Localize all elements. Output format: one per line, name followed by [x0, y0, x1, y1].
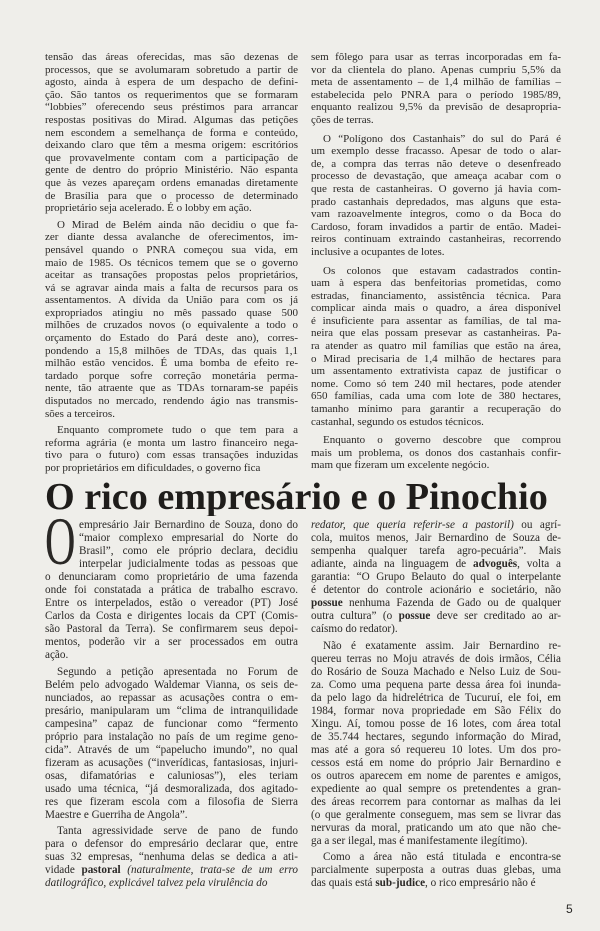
paragraph [311, 133, 561, 259]
emphasis-text: (naturalmente, trata-se de um erro [120, 864, 298, 876]
text-line: são Pastoral da Terra). Se confirmarem seus depoi- [45, 623, 298, 635]
column-top-left [45, 51, 298, 475]
text-line: meta de assentamento – de 1,4 milhão de famílias – [311, 76, 561, 89]
text-run: outra cultura” (o [311, 610, 399, 622]
text-line: de 35.744 hectares, segundo informação do Mirad, [311, 730, 561, 743]
text-line: fizeram as acusações (“inverídicas, fantasiosas, injuri- [45, 756, 298, 769]
emphasis-text: redator, que queria referir-se a pastoril) [311, 519, 514, 531]
text-line: mas até a gora só requereu 10 lotes. Um dos pro- [311, 743, 561, 756]
text-line: Cardoso, foram invadidos a partir de então. Madei- [311, 220, 561, 233]
text-line: 1984, formar nova propriedade em São Félix do [311, 704, 561, 717]
emphasis-text: advoguês [473, 558, 518, 570]
text-line: enquanto realizou 9,5% da previsão de desapropria- [311, 101, 561, 114]
text-run: , o rico empresário não é [425, 877, 536, 889]
text-line: empresário Jair Bernardino de Souza, dono do [79, 519, 298, 531]
text-line: agosto, ainda à espera de um despacho de defini- [45, 76, 298, 89]
text-line: “lobbies” oferecendo seus préstimos para arrancar [45, 101, 298, 114]
text-line: do Rosário de Souza Machado e Nelso Luiz de Sou- [311, 665, 561, 678]
text-line: zer diante dessa avalanche de oferecimentos, im- [45, 231, 298, 244]
text-line: caísmo do redator). [311, 623, 398, 635]
text-line: parcialmente superposta a outras duas glebas, uma [311, 864, 561, 876]
text-line: expediente ao qual sempre os pretendentes a gran- [311, 782, 561, 795]
text-line [45, 877, 298, 890]
text-line: processo de devastação, que ameaça acabar com o [311, 170, 561, 183]
text-line: campesina” capaz de funcionar como “fermento [45, 717, 298, 730]
text-line: de Brasília para que o processo de determinado [45, 189, 298, 202]
text-line: nunciados, ao repassar as acusações contra o em- [45, 691, 298, 704]
text-line: disputados no mercado, rendendo ágio nas transmis- [45, 395, 298, 408]
text-line: Tanta agressividade serve de pano de fundo [57, 825, 298, 837]
text-line: proprietário seja acelerado. É o lobby em ação. [45, 202, 252, 215]
text-line: ra atender as quatro mil famílias que estão na área, [311, 340, 561, 353]
text-line: os outros aparecem em nome de parentes e amigos, [311, 769, 561, 782]
text-line [311, 610, 561, 623]
emphasis-text: pastoral [81, 864, 121, 876]
text-line: des áreas recorrem para contornar as malhas da lei [311, 795, 561, 808]
text-run: adiante, ainda na linguagem de [311, 558, 473, 570]
text-line: Carlos da Costa e dirigentes locais da CPT (Comis- [45, 610, 298, 622]
page-number: 5 [566, 902, 573, 916]
paragraph [45, 219, 298, 421]
text-line: mam que fizeram um excelente negócio. [311, 459, 490, 472]
text-line: Segundo a petição apresentada no Forum de [57, 665, 298, 678]
column-bottom-left [45, 503, 298, 890]
text-line: reiros continuam extraindo castanheiras, recorrendo [311, 233, 561, 246]
text-line: sem fôlego para usar as terras incorporadas em fa- [311, 51, 561, 63]
text-line: “maior complexo empresarial do Norte do [79, 532, 298, 544]
text-line: res que fizeram escola com a filosofia de Sierra [45, 795, 298, 808]
text-line: Belém pelo advogado Waldemar Vianna, os seis de- [45, 678, 298, 691]
text-line: orçamento do Estado do Pará deste ano), corres- [45, 332, 298, 345]
text-line: quereu terras no Moju através de dois irmãos, Célia [311, 652, 561, 665]
text-line: Não é exatamente assim. Jair Bernardino re- [323, 639, 561, 652]
text-run: nenhuma Fazenda de Gado ou de qualquer [342, 597, 561, 609]
text-line: pondendo a 15,8 milhões de TDAs, das quais 1,1 [45, 344, 298, 357]
text-line: respostas positivas do Mirad. Algumas das petições [45, 113, 298, 126]
text-line: um exemplo desse fracasso. Apesar de todo o alar- [311, 145, 561, 158]
text-line: por proprietários em dificuldades, o governo fica [45, 462, 261, 474]
text-line: ga a ser ilegal, mas é manifestamente ilegítimo). [311, 834, 528, 847]
text-line: o denunciaram como proprietário de uma fazenda [45, 571, 298, 583]
text-line: garantia: “O Grupo Belauto do qual o interpelante [311, 571, 561, 583]
text-line: deixando claro que têm a mesma origem: escritórios [45, 139, 298, 152]
paragraph [311, 51, 561, 127]
text-line: é detentor do controle acionário e societário, não [311, 584, 561, 596]
text-line: Maestre e Guerriha de Angola”. [45, 808, 188, 821]
text-run: ou agrí- [513, 519, 562, 531]
text-line: za. Como uma pequena parte dessa área foi inunda- [311, 678, 561, 691]
text-line: de, a compra das terras não deteve o desenfreado [311, 157, 561, 170]
text-line: milhões de cruzados novos (o equivalente a todo o [45, 319, 298, 332]
paragraph [45, 825, 298, 890]
text-line: ção. São tantos os requerimentos que se formaram [45, 88, 298, 101]
column-top-right [311, 51, 561, 472]
text-line: neira que elas possam presevar as castanheiras. Pa- [311, 327, 561, 340]
text-line: vam razoavelmente íntegros, como o da Boca do [311, 208, 561, 221]
text-line: usado uma técnica, “já desmoralizada, dos agitado- [45, 782, 298, 795]
text-line: presário, manipularam um “clima de intranquilidade [45, 704, 298, 717]
text-line [311, 877, 561, 890]
drop-cap: O [45, 503, 76, 579]
text-line: ação. [45, 649, 69, 661]
text-line: cessos está em nome do próprio Jair Bernardino e [311, 756, 561, 769]
headline-block [45, 478, 548, 516]
text-line: osas, difamatórias e caluniosas”), eles teriam [45, 769, 298, 782]
text-line: uam à espera das benfeitorias prometidas, como [311, 277, 561, 290]
text-line: o Mirad precisaria de 1,4 milhão de hectares para [311, 352, 561, 365]
text-line: interpelar judicialmente todas as pessoas que [79, 558, 298, 570]
text-line: nome. Como só tem 240 mil hectares, pode atender [311, 377, 561, 390]
text-line: prado castanhais depredados, mas alguns que esta- [311, 195, 561, 208]
emphasis-text: sub-judice [375, 877, 426, 889]
text-line: tensão das áreas oferecidas, mas são dezenas de [45, 51, 298, 63]
text-run: vidade [45, 864, 82, 876]
text-line: cola, muitos menos, Jair Bernardino de Souza de- [311, 532, 561, 544]
paragraph [311, 265, 561, 429]
text-line [45, 864, 298, 877]
text-line: estabelecida pelo PNRA para o período 1985/89, [311, 88, 561, 101]
column-bottom-right [311, 519, 561, 890]
text-line: Entre os interpelados, estão o vereador (PT) José [45, 597, 298, 609]
text-line: processos, que se avolumaram sobretudo a partir de [45, 63, 298, 76]
text-line: onde foi constatada a prática de trabalho escravo. [45, 584, 298, 596]
text-line: sempenha qualquer tarefa agro-pecuária”. Mais [311, 545, 561, 557]
text-line: sões a terceiros. [45, 407, 115, 420]
text-line: suas 32 empresas, “nenhuma delas se dedica a ati- [45, 851, 298, 863]
text-line: gente de dentro do próprio Ministério. Não espanta [45, 164, 298, 177]
text-line: tivo para o futuro) com essas transações induzidas [45, 449, 298, 462]
paragraph [311, 434, 561, 472]
text-line: inclusive a ocupantes de lotes. [311, 245, 445, 258]
text-line: Enquanto o governo descobre que comprou [323, 434, 561, 447]
text-line: castanhal, segundo os estudos técnicos. [311, 415, 484, 428]
paragraph [45, 424, 298, 474]
text-line: para o defensor do empresário declarar que, entre [45, 838, 298, 850]
text-line: complicar ainda mais o quadro, a área disponível [311, 302, 561, 315]
paragraph [311, 519, 561, 636]
text-line: mentos, poderão vir a ser processados em outra [45, 636, 298, 648]
text-line: Enquanto compromete tudo o que tem para a [57, 424, 298, 437]
text-line: (o que geralmente conseguem, mas sem se livrar das [311, 808, 561, 821]
paragraph [311, 851, 561, 890]
text-line: nem escondem a semelhança de forma e conteúdo, [45, 126, 298, 139]
text-line: tamanho mínimo para garantir a recuperação do [311, 403, 561, 416]
text-line [311, 558, 561, 571]
text-line: pensável quando o PNRA começou sua vida, em [45, 243, 298, 256]
text-line: que provavelmente contam com a participação de [45, 151, 298, 164]
emphasis-text: possue [398, 610, 431, 622]
text-line: um assentamento extrativista capaz de justificar o [311, 365, 561, 378]
text-line: O Mirad de Belém ainda não decidiu o que fa- [57, 218, 298, 231]
text-line: é insuficiente para assentar as famílias, de tal ma- [311, 314, 561, 327]
emphasis-text: datilográfico, explicável talvez pela virulência do [45, 877, 268, 889]
text-run: , volta a [517, 558, 562, 570]
paragraph [311, 640, 561, 848]
text-line: cida”. Através de um “papelucho imundo”, no qual [45, 743, 298, 756]
text-line: 650 famílias, cada uma com lote de 380 hectares, [311, 390, 561, 403]
paragraph [45, 666, 298, 822]
text-line [311, 597, 561, 610]
text-line: estradas, financiamento, assistência técnica. Para [311, 289, 561, 302]
text-line: nervuras da moral, praticando um ato que não che- [311, 821, 561, 834]
text-line: milhão estão vencidos. É uma bomba de efeito re- [45, 357, 298, 370]
text-line: próprio para instalação no país de um regime geno- [45, 730, 298, 743]
text-line: reforma agrária (e monta um lastro financeiro nega- [45, 436, 298, 449]
paragraph [45, 51, 298, 215]
text-line: nente, tão atraente que as TDAs tornaram-se papéis [45, 382, 298, 395]
text-line: Os colonos que estavam cadastrados contin- [323, 264, 561, 277]
text-line: vor da clientela do plano. Apenas cumpriu 5,5% da [311, 63, 561, 76]
text-line: Brasil”, como ele próprio declara, decidiu [79, 545, 298, 557]
text-line: expropriados atingiu no mês passado quase 500 [45, 306, 298, 319]
emphasis-text: possue [311, 597, 343, 609]
text-line: Xingu. Aí, tomou posse de 16 lotes, com área total [311, 717, 561, 730]
text-line: que resta de castanheiras. O governo já havia com- [311, 182, 561, 195]
text-run: deve ser creditado ao ar- [430, 610, 561, 622]
text-line: maio de 1985. Os técnicos temem que se o governo [45, 256, 298, 269]
text-line [311, 519, 561, 532]
text-line: mais um problema, os donos dos castanhais confir- [311, 446, 561, 459]
text-line: Como a área não está titulada e encontra-se [323, 851, 561, 863]
text-line: O “Polígono dos Castanhais” do sul do Pará é [323, 132, 561, 145]
text-line: ções de terras. [311, 113, 374, 126]
headline: O rico empresário e o Pinochio [45, 478, 548, 516]
text-line: vá se agravar ainda mais a falta de recursos para os [45, 281, 298, 294]
paragraph [45, 503, 298, 662]
text-line: assentamentos. A dívida da União para com os já [45, 294, 298, 307]
text-line: da pelo lago da hidrelétrica de Tucuruí, ele foi, em [311, 691, 561, 704]
text-run: das quais está [311, 877, 376, 889]
text-line: aceitar as transações propostas pelos proprietários, [45, 269, 298, 282]
text-line: que às vezes apareçam ordens emanadas diretamente [45, 176, 298, 189]
text-line: tardado porque sofre correção monetária perma- [45, 369, 298, 382]
